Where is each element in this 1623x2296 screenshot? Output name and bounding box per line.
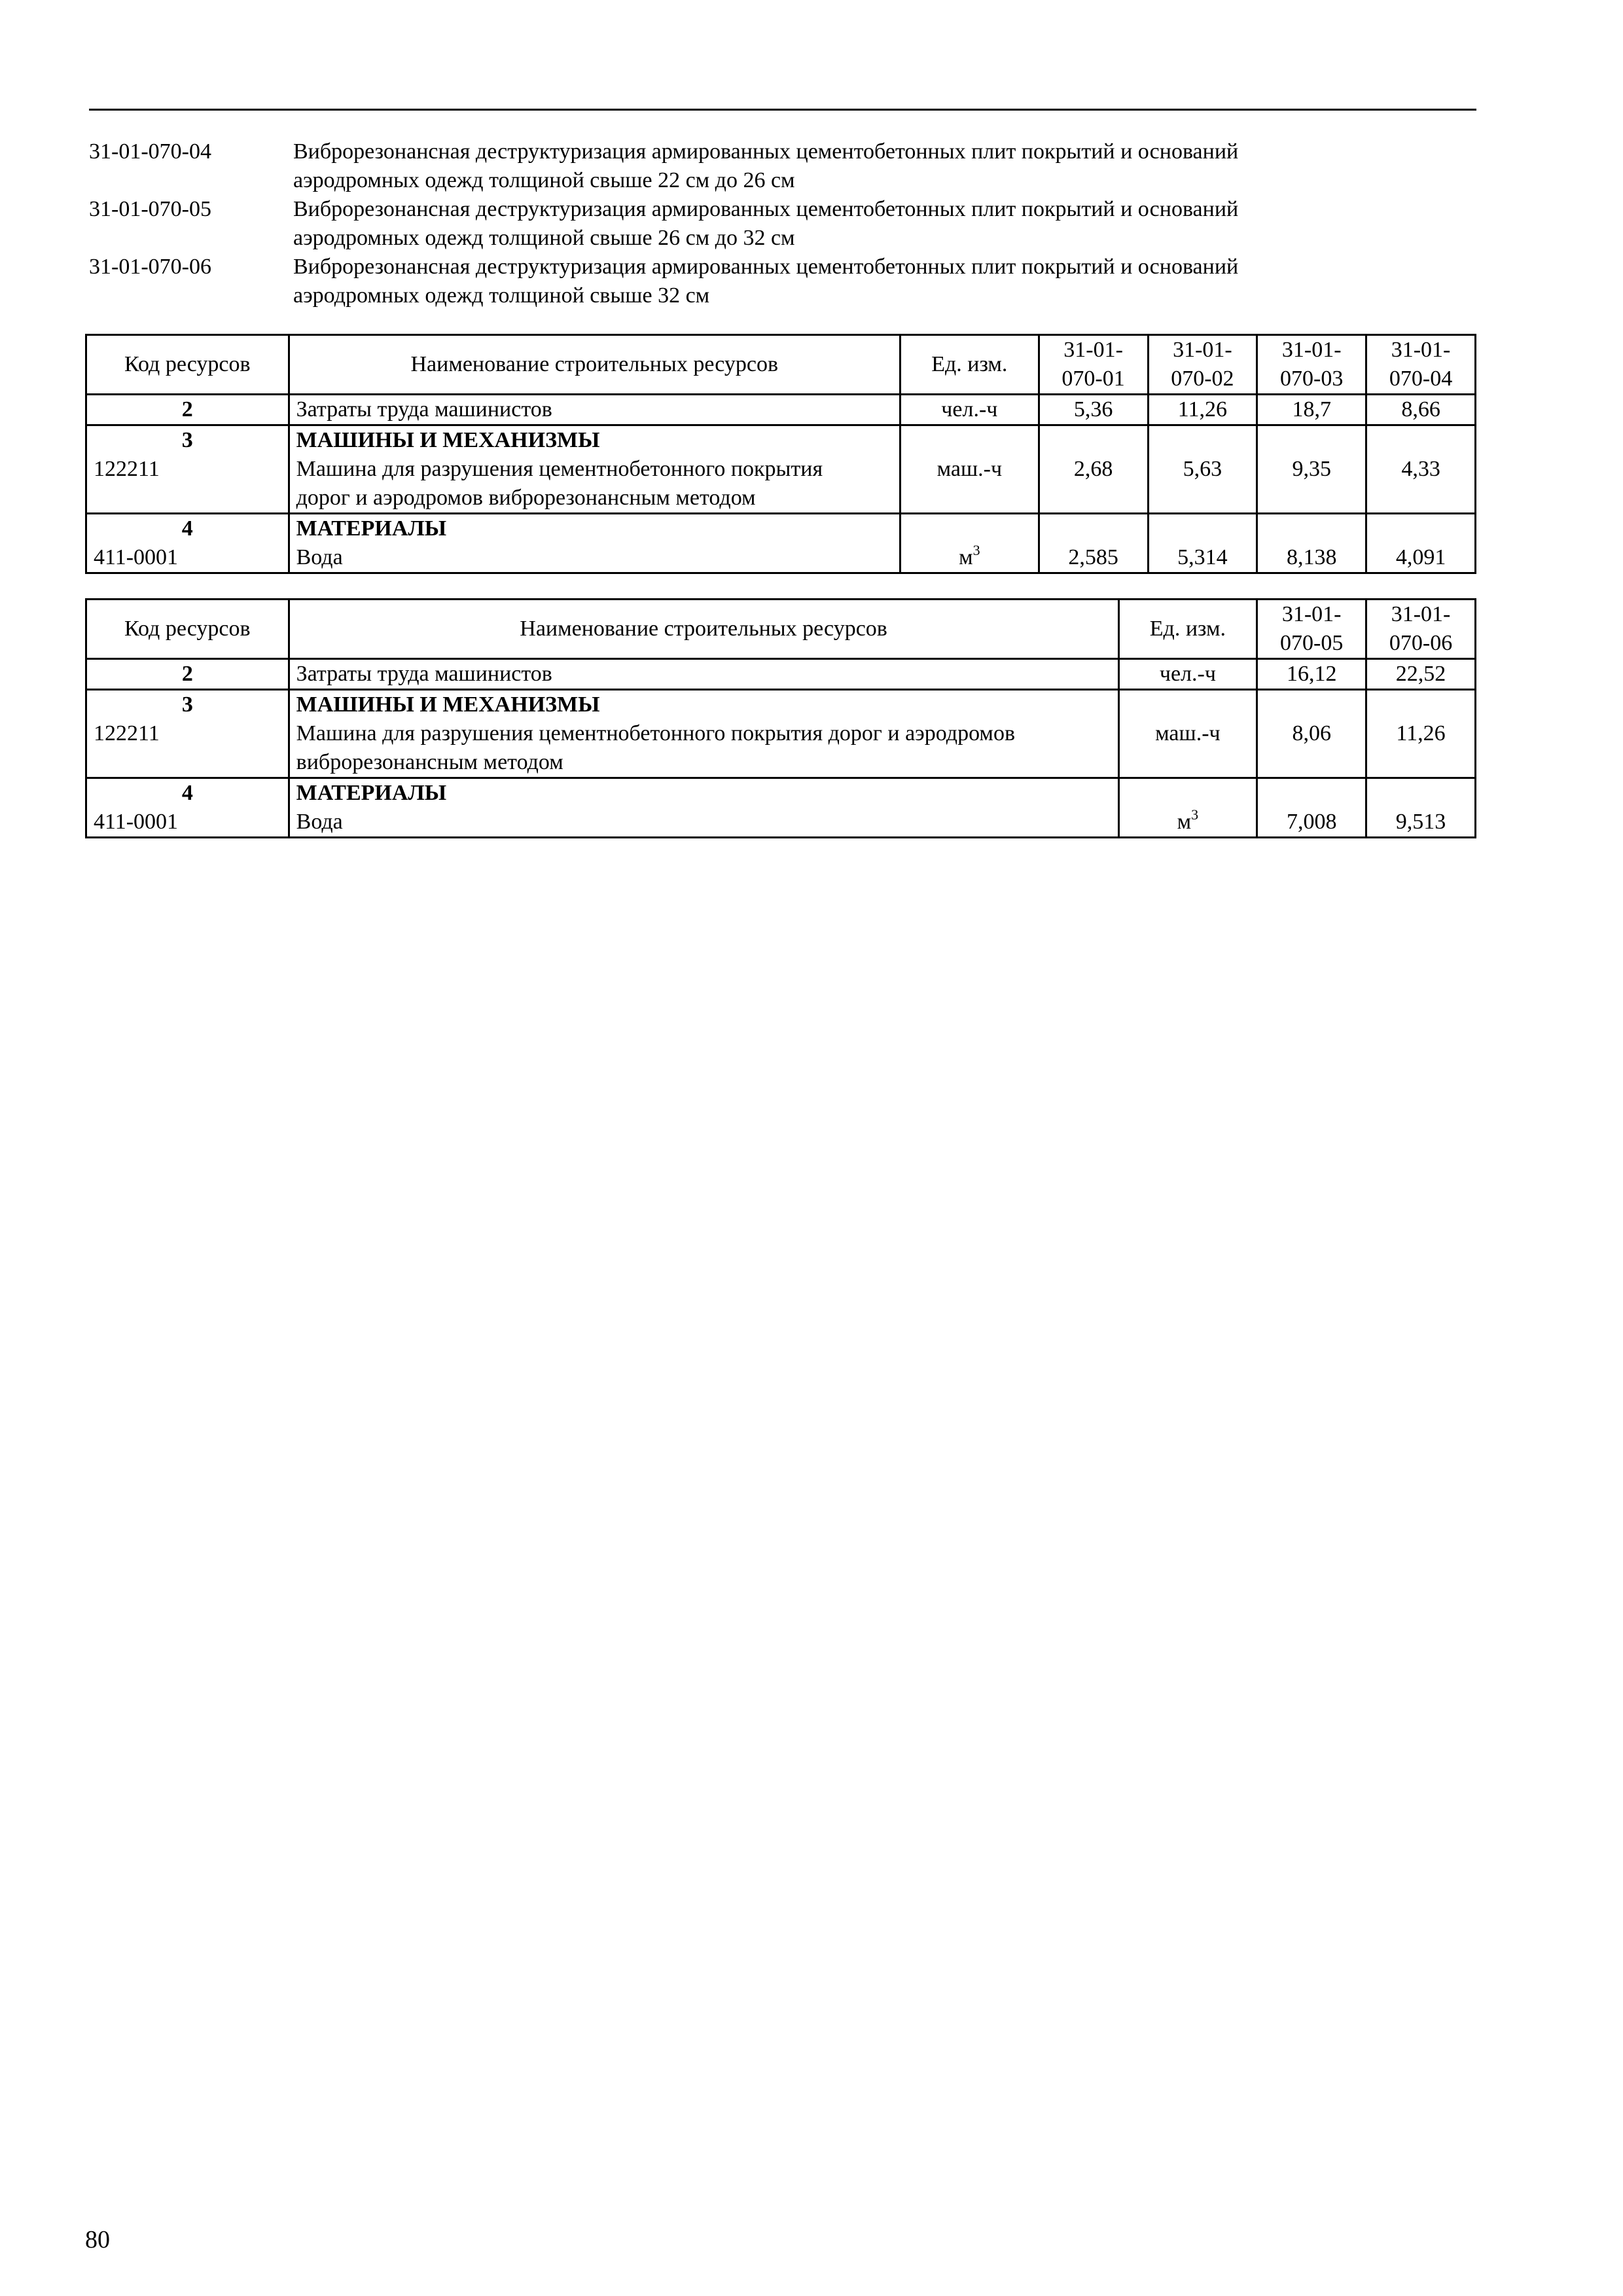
resource-code: 411-0001 xyxy=(94,545,179,569)
section-title: МАТЕРИАЛЫ xyxy=(296,516,447,541)
resource-code: 411-0001 xyxy=(94,810,179,834)
resource-code: 122211 xyxy=(94,457,160,481)
header-name: Наименование строительных ресурсов xyxy=(289,335,900,395)
header-col: 31-01- 070-04 xyxy=(1366,335,1476,395)
row-name-cell xyxy=(289,690,1118,778)
table-row xyxy=(86,659,1476,690)
row-value: 8,66 xyxy=(1366,395,1476,425)
description-line: аэродромных одежд толщиной свыше 32 см xyxy=(293,283,710,308)
description-line: Виброрезонансная деструктуризация армированных цементобетонных плит покрытий и оснований xyxy=(293,255,1239,279)
row-value: 4,33 xyxy=(1366,425,1476,514)
description-line: аэродромных одежд толщиной свыше 26 см до 32 см xyxy=(293,226,795,250)
row-code-cell xyxy=(86,778,289,838)
descriptions-block xyxy=(89,137,1398,310)
table-row xyxy=(86,425,1476,514)
resource-name-line: Машина для разрушения цементнобетонного покрытия дорог и аэродромов xyxy=(296,721,1015,745)
row-code-cell xyxy=(86,690,289,778)
row-num: 2 xyxy=(86,395,289,425)
row-name-cell xyxy=(289,778,1118,838)
row-value: 7,008 xyxy=(1257,778,1366,838)
table-row xyxy=(86,690,1476,778)
row-unit: маш.-ч xyxy=(1118,690,1257,778)
row-unit: $м^3$ xyxy=(1118,778,1257,838)
header-col: 31-01- 070-02 xyxy=(1148,335,1257,395)
header-col: 31-01- 070-05 xyxy=(1257,600,1366,659)
description-line: аэродромных одежд толщиной свыше 22 см до 26 см xyxy=(293,168,795,192)
row-unit: $м^3$ xyxy=(900,514,1039,573)
description-code: 31-01-070-05 xyxy=(89,197,211,221)
row-unit: чел.-ч xyxy=(900,395,1039,425)
row-value: 9,513 xyxy=(1366,778,1476,838)
row-value: 5,314 xyxy=(1148,514,1257,573)
header-unit: Ед. изм. xyxy=(900,335,1039,395)
description-item xyxy=(89,137,1398,195)
row-value: 11,26 xyxy=(1366,690,1476,778)
resource-name-line: виброрезонансным методом xyxy=(296,750,563,774)
description-code: 31-01-070-06 xyxy=(89,255,211,279)
row-name-cell xyxy=(289,425,900,514)
description-text xyxy=(293,195,1398,253)
row-unit: маш.-ч xyxy=(900,425,1039,514)
row-value: 11,26 xyxy=(1148,395,1257,425)
section-num: 4 xyxy=(181,516,193,541)
resource-name-line: Вода xyxy=(296,810,343,834)
description-code: 31-01-070-04 xyxy=(89,139,211,164)
row-value: 4,091 xyxy=(1366,514,1476,573)
row-value: 2,68 xyxy=(1039,425,1148,514)
section-title: МАШИНЫ И МЕХАНИЗМЫ xyxy=(296,428,600,452)
page-number: 80 xyxy=(85,2226,110,2253)
row-value: 5,36 xyxy=(1039,395,1148,425)
row-name-cell xyxy=(289,514,900,573)
table-header-row xyxy=(86,600,1476,659)
description-text xyxy=(293,137,1398,195)
row-value: 16,12 xyxy=(1257,659,1366,690)
row-value: 22,52 xyxy=(1366,659,1476,690)
header-unit: Ед. изм. xyxy=(1118,600,1257,659)
header-code: Код ресурсов xyxy=(86,600,289,659)
header-col: 31-01- 070-01 xyxy=(1039,335,1148,395)
description-line: Виброрезонансная деструктуризация армированных цементобетонных плит покрытий и оснований xyxy=(293,139,1239,164)
resource-code: 122211 xyxy=(94,721,160,745)
row-code-cell xyxy=(86,514,289,573)
section-num: 3 xyxy=(181,692,193,717)
row-value: 8,138 xyxy=(1257,514,1366,573)
row-code-cell xyxy=(86,425,289,514)
resources-table-1 xyxy=(85,334,1476,574)
row-value: 8,06 xyxy=(1257,690,1366,778)
row-name: Затраты труда машинистов xyxy=(289,395,900,425)
header-code: Код ресурсов xyxy=(86,335,289,395)
table-row xyxy=(86,514,1476,573)
resource-name-line: Вода xyxy=(296,545,343,569)
section-title: МАШИНЫ И МЕХАНИЗМЫ xyxy=(296,692,600,717)
header-col: 31-01- 070-03 xyxy=(1257,335,1366,395)
row-value: 2,585 xyxy=(1039,514,1148,573)
resources-table-2 xyxy=(85,598,1476,838)
row-unit: чел.-ч xyxy=(1118,659,1257,690)
section-title: МАТЕРИАЛЫ xyxy=(296,781,447,805)
description-item xyxy=(89,253,1398,310)
description-text xyxy=(293,253,1398,310)
row-value: 5,63 xyxy=(1148,425,1257,514)
row-value: 9,35 xyxy=(1257,425,1366,514)
header-name: Наименование строительных ресурсов xyxy=(289,600,1118,659)
section-num: 4 xyxy=(181,781,193,805)
table-header-row xyxy=(86,335,1476,395)
section-num: 3 xyxy=(181,428,193,452)
row-value: 18,7 xyxy=(1257,395,1366,425)
header-col: 31-01- 070-06 xyxy=(1366,600,1476,659)
description-line: Виброрезонансная деструктуризация армированных цементобетонных плит покрытий и оснований xyxy=(293,197,1239,221)
resource-name-line: Машина для разрушения цементнобетонного покрытия xyxy=(296,457,823,481)
description-item xyxy=(89,195,1398,253)
row-num: 2 xyxy=(86,659,289,690)
table-row xyxy=(86,395,1476,425)
row-name: Затраты труда машинистов xyxy=(289,659,1118,690)
resource-name-line: дорог и аэродромов виброрезонансным методом xyxy=(296,486,756,510)
header-rule xyxy=(89,109,1476,111)
table-row xyxy=(86,778,1476,838)
